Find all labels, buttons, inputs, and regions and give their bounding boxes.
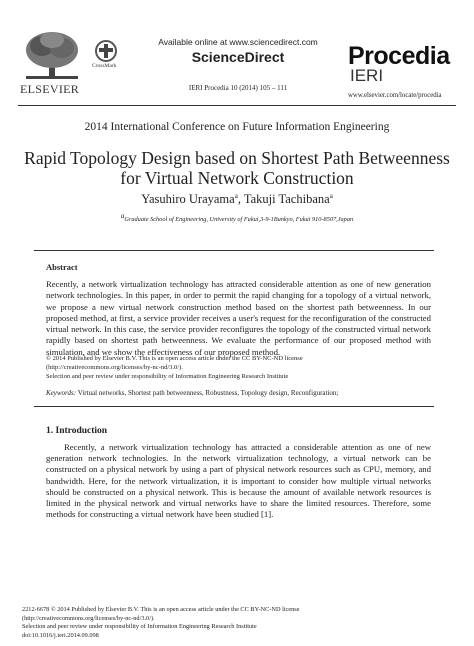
abstract-text: Recently, a network virtualization technology has attracted considerable attention as one of new generation network technologies. In this paper, in order to permit the rapid changing for a topology of a virtual network, we propose a new virtual network construction method based on the shortest path betweenness. In our proposed method, at first, a service provider receives a user's request for the reconfiguration of the constructed virtual network. In this case, the service provider reconfigures the topology of the constructed virtual network rapidly based on shortest path betweenness. We evaluate the performance of our proposed method with simulation, and we show the effectiveness of our proposed method. (46, 279, 431, 357)
journal-citation: IERI Procedia 10 (2014) 105 – 111 (188, 84, 288, 92)
footer-notice (22, 606, 452, 640)
copyright-notice (46, 354, 431, 381)
abstract-bottom-rule (34, 406, 434, 407)
section-heading: 1. Introduction (46, 426, 108, 436)
journal-name: Procedia (348, 42, 450, 70)
doi-link[interactable]: doi:10.1016/j.ieri.2014.09.098 (22, 631, 99, 639)
sciencedirect-brand: ScienceDirect (191, 49, 285, 65)
keywords-text: Virtual networks, Shortest path betweenness, Robustness, Topology design, Reconfiguration; (77, 389, 339, 397)
copyright-line: Selection and peer review under responsibility of Information Engineering Research Institute (46, 373, 289, 380)
conference-name: 2014 International Conference on Future Information Engineering (84, 121, 390, 133)
keywords (46, 389, 431, 397)
intro-paragraph: Recently, a network virtualization technology has attracted a considerable attention as one of new generation network technologies. In the network virtualization technology, a virtual network can be constructed on a physical network by using a part of physical network resources such as CPU, memory, and bandwidth. Here, for the network virtualization, it is important to consider how multiple virtual networks should be constructed on a physical network. This is because the amount of available network resources is limited in the physical network and virtual networks have to share the limited resources. Therefore, some methods for constructing a virtual network have been studied [1]. (46, 442, 431, 520)
footer-line: Selection and peer review under responsibility of Information Engineering Research Institute (22, 623, 257, 631)
affiliation-mark: a (120, 212, 125, 220)
author-name: Yasuhiro Urayama (141, 192, 235, 207)
journal-url-link[interactable]: www.elsevier.com/locate/procedia (348, 92, 442, 99)
author-list: Yasuhiro Urayama$^a$, Takuji Tachibana$^a$ (141, 192, 333, 207)
elsevier-tree-logo (22, 30, 82, 82)
crossmark-icon[interactable] (95, 40, 117, 62)
available-online-link[interactable]: Available online at www.sciencedirect.com (158, 37, 318, 47)
affiliation-text: Graduate School of Engineering, University of Fukui,3-9-1Bunkyo, Fukui 910-8507,Japan (124, 216, 354, 224)
footer-license-link[interactable]: (http://creativecommons.org/licenses/by-nc-nd/3.0/). (22, 614, 155, 622)
publisher-logo-text: ELSEVIER (20, 82, 80, 96)
crossmark-label: CrossMark (92, 63, 117, 69)
author-affiliation-mark: a (234, 192, 238, 200)
footer-line: 2212-6678 © 2014 Published by Elsevier B.V. This is an open access article under the CC BY-NC-ND license (22, 606, 300, 613)
keywords-label: Keywords: (46, 389, 77, 397)
author-affiliation-mark: a (329, 192, 333, 200)
header-divider (18, 105, 456, 106)
abstract-heading: Abstract (46, 262, 78, 272)
affiliation (0, 212, 474, 223)
paper-title: Rapid Topology Design based on Shortest Path Betweenness for Virtual Network Construction (24, 148, 450, 188)
license-link[interactable]: (http://creativecommons.org/licenses/by-nc-nd/3.0/). (46, 364, 183, 371)
copyright-line: © 2014 Published by Elsevier B.V. This is an open access article under the CC BY-NC-ND license (46, 355, 303, 362)
journal-sub: IERI (350, 66, 384, 85)
abstract-top-rule (34, 250, 434, 251)
author-name: Takuji Tachibana (243, 192, 330, 207)
